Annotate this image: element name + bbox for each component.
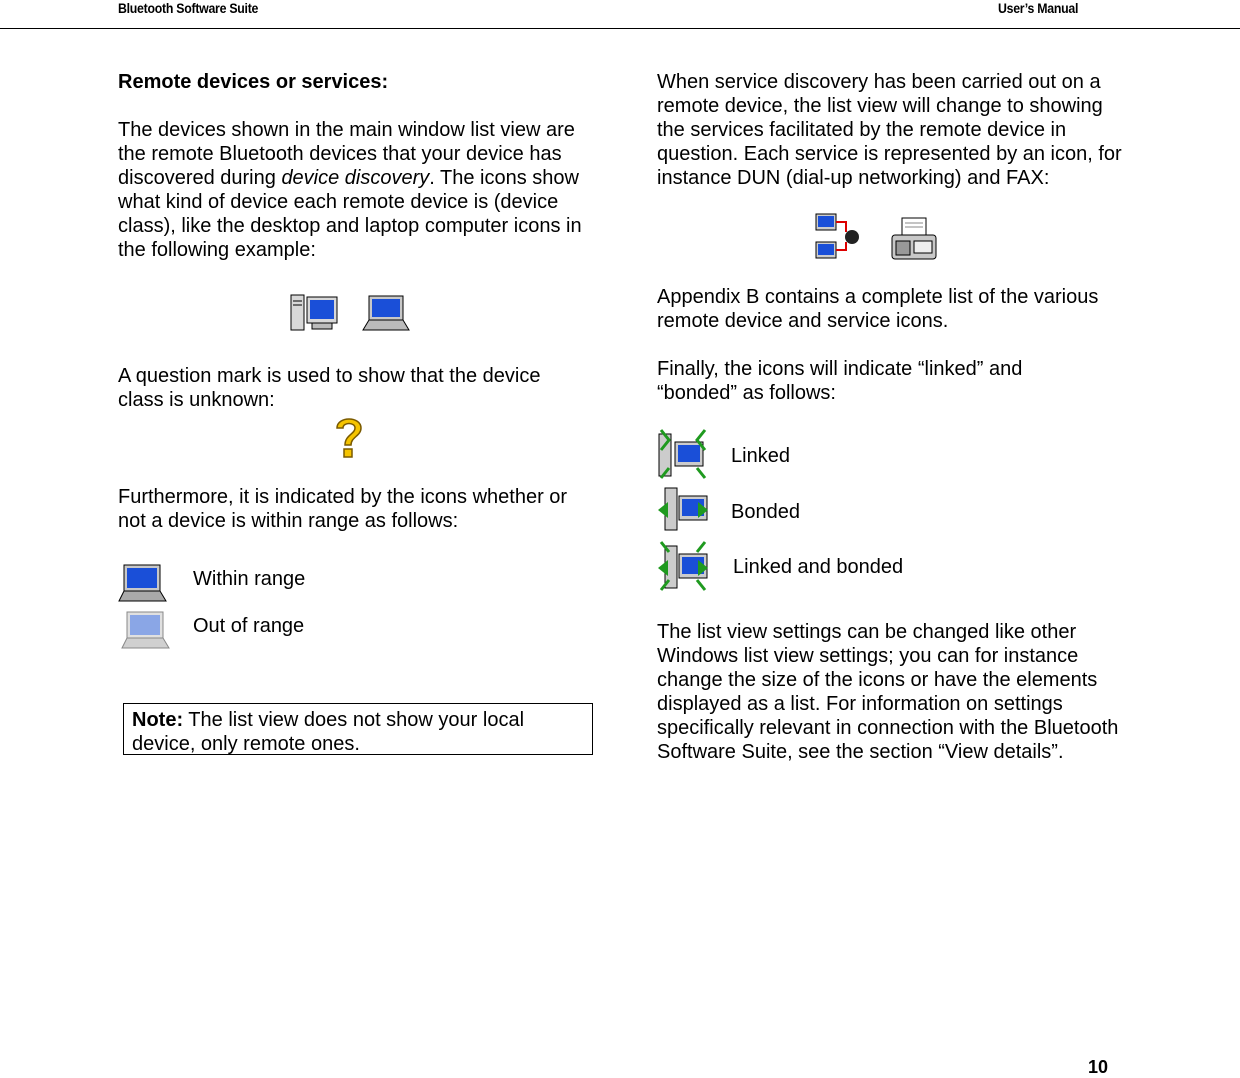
note-box — [123, 703, 593, 755]
linked-and-bonded-icon — [657, 540, 709, 592]
section-heading: Remote devices or services: — [118, 71, 389, 93]
note-label: Note: — [132, 709, 184, 731]
dial-up-networking-icon — [814, 212, 864, 262]
intro-text-b: . The icons show what kind of device each remote device is (device class), like the desktop and laptop computer icons in the following example: — [118, 167, 582, 261]
fax-icon — [890, 217, 938, 261]
service-paragraph: When service discovery has been carried out on a remote device, the list view will change to showing the services facilitated by the remote device in question. Each service is represented by an icon, for instance DUN (dial-up networking) and FAX: — [657, 71, 1122, 189]
header-title: Bluetooth Software Suite — [118, 0, 259, 16]
linked-icon — [657, 428, 709, 480]
note-text: The list view does not show your local device, only remote ones. — [132, 709, 525, 755]
intro-paragraph — [118, 118, 588, 262]
range-paragraph: Furthermore, it is indicated by the icons whether or not a device is within range as follows: — [118, 486, 568, 532]
page-number: 10 — [1088, 1057, 1109, 1077]
linked-and-bonded-label: Linked and bonded — [733, 556, 904, 578]
out-of-range-label: Out of range — [193, 615, 305, 637]
question-mark-icon — [331, 414, 367, 462]
laptop-computer-icon — [361, 294, 411, 332]
header-manual-label: User’s Manual — [998, 0, 1079, 16]
within-range-label: Within range — [193, 568, 306, 590]
settings-paragraph: The list view settings can be changed like other Windows list view settings; you can for instance change the size of the icons or have the elements displayed as a list. For information on settings specifically relevant in connection with the Bluetooth Software Suite, see the section “View details”. — [657, 621, 1119, 763]
linked-bonded-paragraph: Finally, the icons will indicate “linked” and “bonded” as follows: — [657, 358, 1023, 404]
unknown-paragraph: A question mark is used to show that the device class is unknown: — [118, 365, 541, 411]
appendix-paragraph: Appendix B contains a complete list of the various remote device and service icons. — [657, 286, 1099, 332]
bonded-label: Bonded — [731, 501, 800, 523]
page-header — [0, 0, 1240, 29]
laptop-out-of-range-icon — [121, 610, 171, 650]
intro-text-a: The devices shown in the main window list view are the remote Bluetooth devices that your device has discovered during — [118, 119, 575, 189]
laptop-within-range-icon — [118, 563, 168, 603]
desktop-computer-icon — [290, 294, 338, 332]
linked-label: Linked — [731, 445, 790, 467]
device-discovery-term: device discovery — [281, 167, 430, 189]
bonded-icon — [657, 486, 709, 532]
